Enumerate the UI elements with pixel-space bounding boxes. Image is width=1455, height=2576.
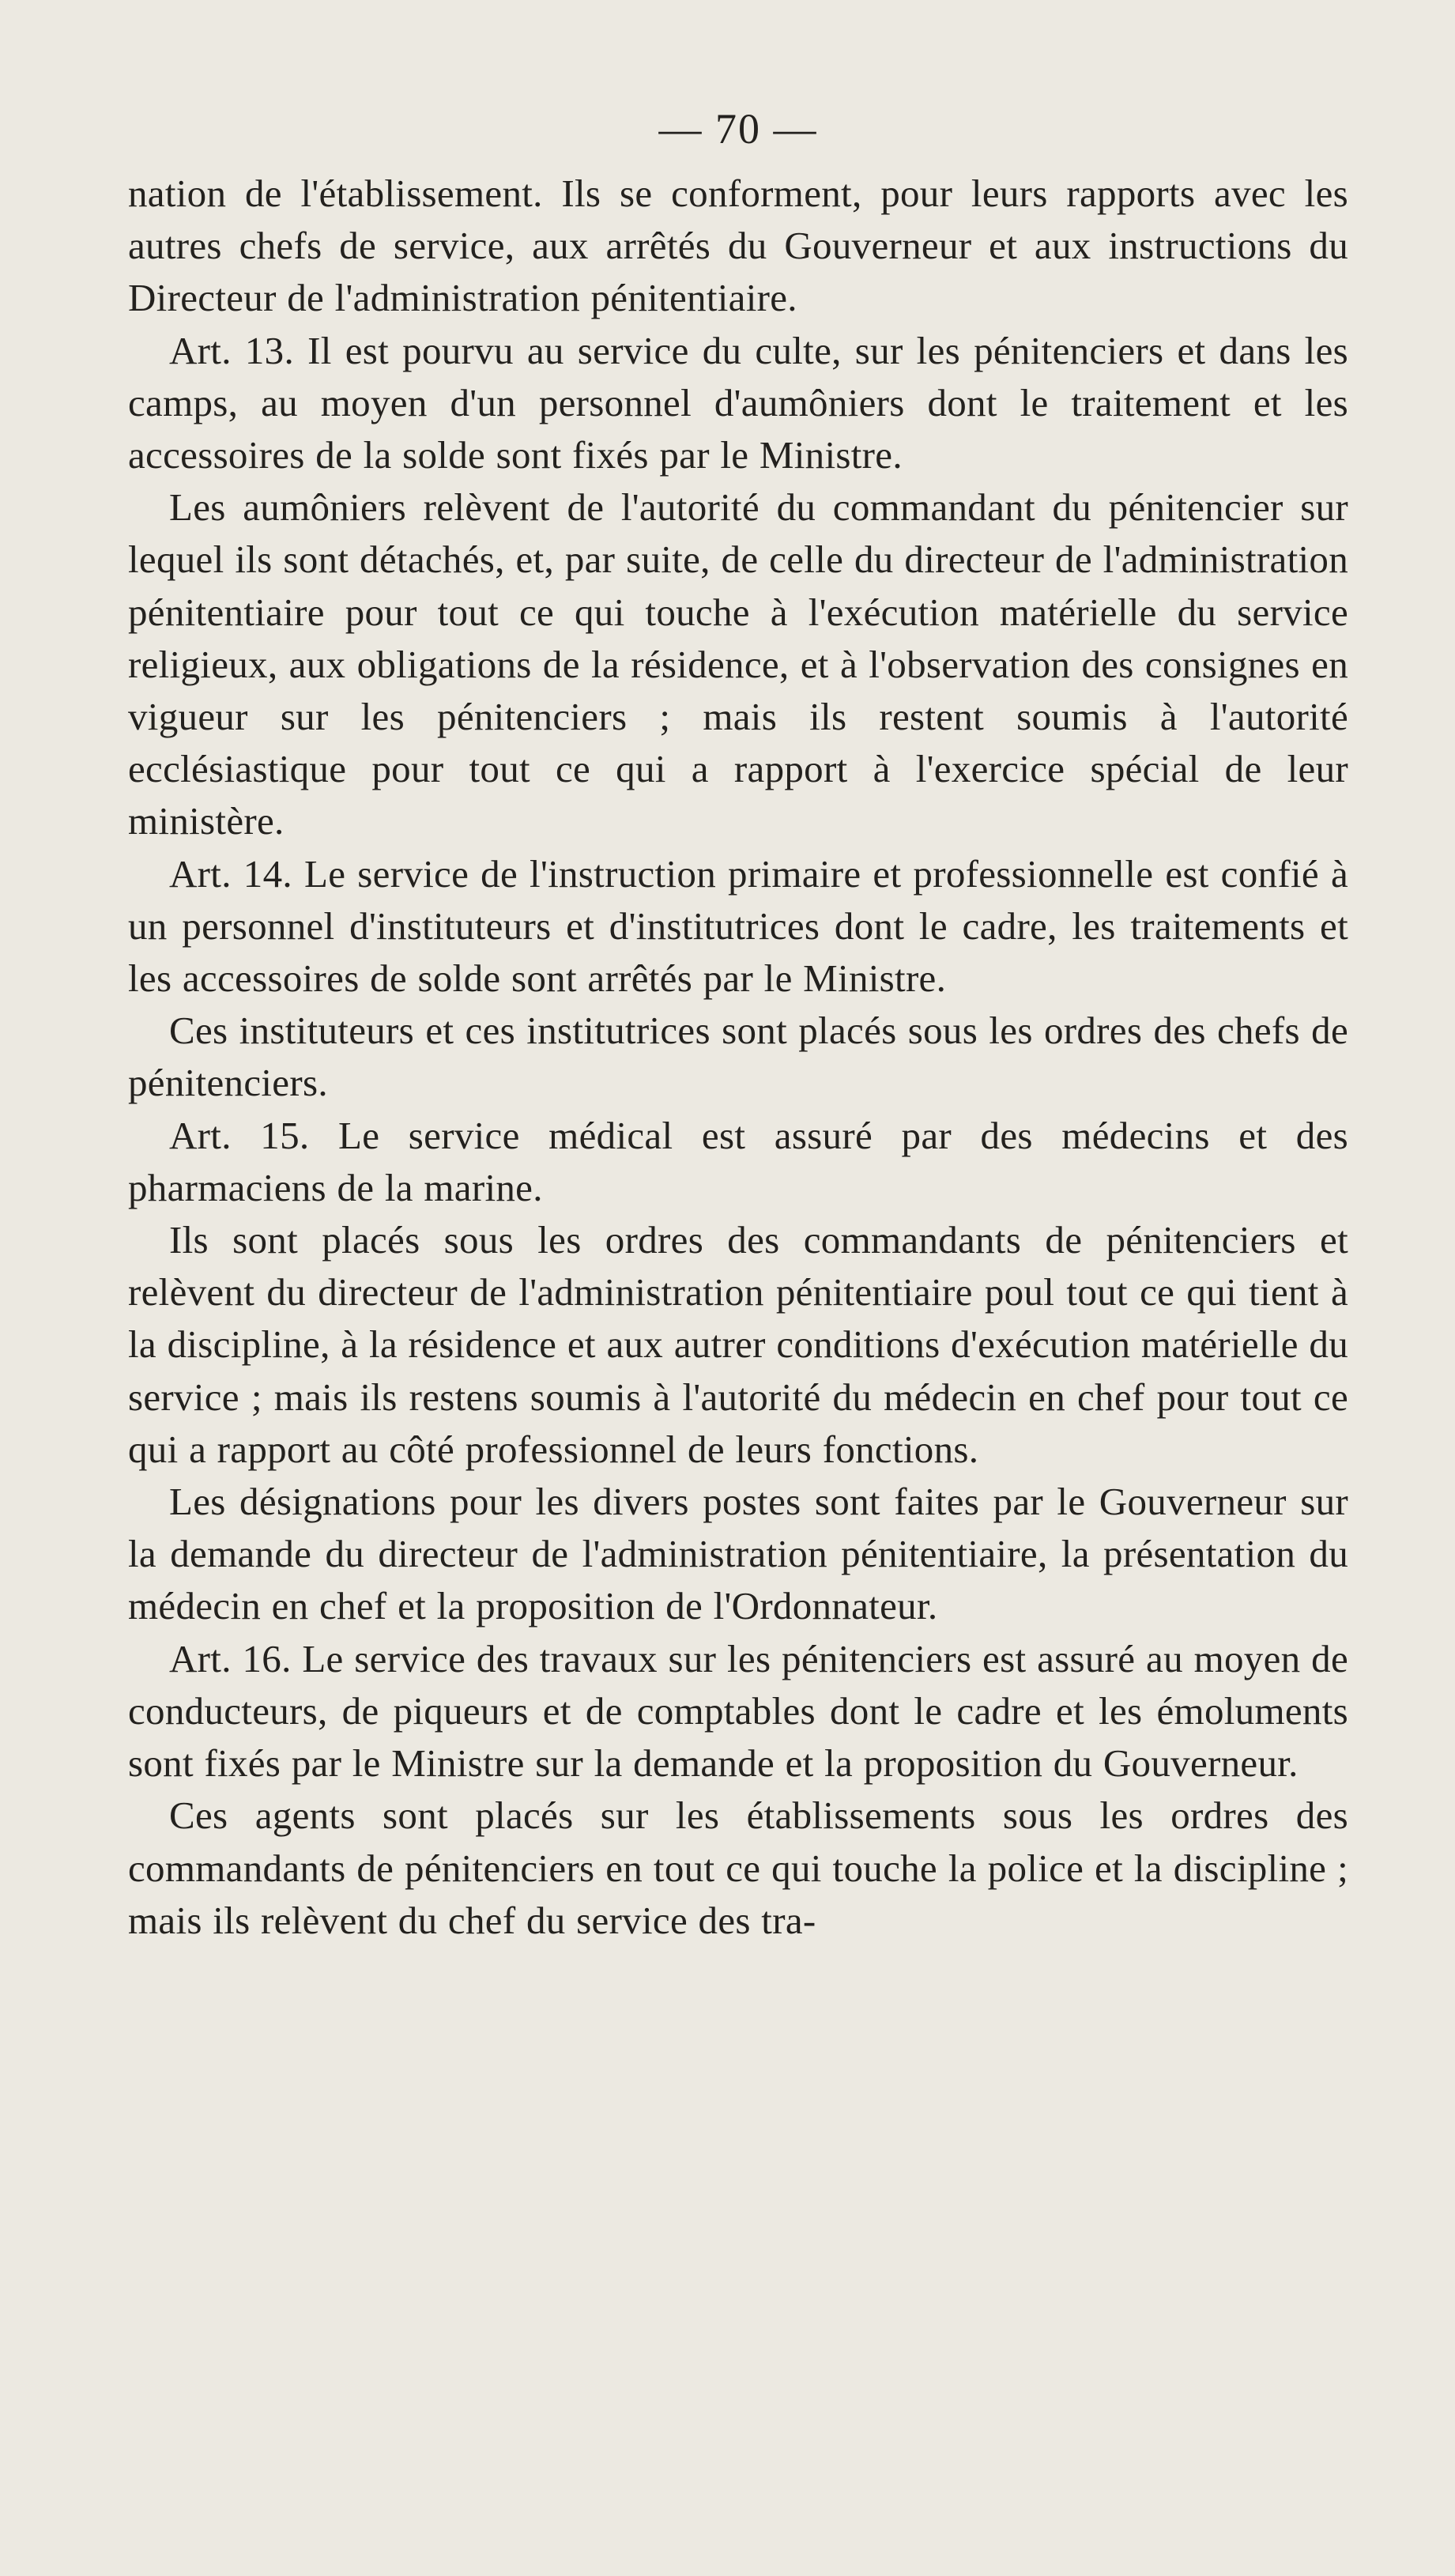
paragraph-art-16: Art. 16. Le service des travaux sur les pénitenciers est assuré au moyen de conducteurs, de piqueurs et de comptables dont le cadre et les émoluments sont fixés par le Ministre sur la demande et la proposition du Gouverneur. <box>128 1636 1348 1786</box>
paragraph-aumoniers: Les aumôniers relèvent de l'autorité du commandant du pénitencier sur lequel ils sont détachés, et, par suite, de celle du directeur de l'administration pénitentiaire pour tout ce qui touche à l'exécution matérielle du service religieux, aux obligations de la résidence, et à l'observation des consignes en vigueur sur les pénitenciers ; mais ils restent soumis à l'autorité ecclésiastique pour tout ce qui a rapport à l'exercice spécial de leur ministère. <box>128 485 1348 843</box>
body-text <box>128 168 1348 1947</box>
paragraph-art-13: Art. 13. Il est pourvu au service du culte, sur les pénitenciers et dans les camps, au moyen d'un personnel d'aumôniers dont le traitement et les accessoires de la solde sont fixés par le Ministre. <box>128 328 1348 477</box>
paragraph-continuation: nation de l'établissement. Ils se conforment, pour leurs rapports avec les autres chefs de service, aux arrêtés du Gouverneur et aux instructions du Directeur de l'administration pénitentiaire. <box>128 172 1348 320</box>
paragraph-agents: Ces agents sont placés sur les établissements sous les ordres des commandants de pénitenciers en tout ce qui touche la police et la discipline ; mais ils relèvent du chef du service des tra- <box>128 1793 1348 1942</box>
paragraph-art-15: Art. 15. Le service médical est assuré par des médecins et des pharmaciens de la marine. <box>128 1113 1348 1209</box>
page-number: — 70 — <box>658 105 818 153</box>
paragraph-art-14: Art. 14. Le service de l'instruction primaire et professionnelle est confié à un personnel d'instituteurs et d'institutrices dont le cadre, les traitements et les accessoires de solde sont arrêtés par le Ministre. <box>128 851 1348 1001</box>
paragraph-designations: Les désignations pour les divers postes sont faites par le Gouverneur sur la demande du directeur de l'administration pénitentiaire, la présentation du médecin en chef et la proposition de l'Ordonnateur. <box>128 1480 1348 1628</box>
paragraph-medecins: Ils sont placés sous les ordres des commandants de pénitenciers et relèvent du directeur de l'administration pénitentiaire poul tout ce qui tient à la discipline, à la résidence et aux autrer conditions d'exécution matérielle du service ; mais ils restens soumis à l'autorité du médecin en chef pour tout ce qui a rapport au côté professionnel de leurs fonctions. <box>128 1218 1348 1471</box>
paragraph-instituteurs: Ces instituteurs et ces institutrices sont placés sous les ordres des chefs de pénitenciers. <box>128 1009 1348 1105</box>
